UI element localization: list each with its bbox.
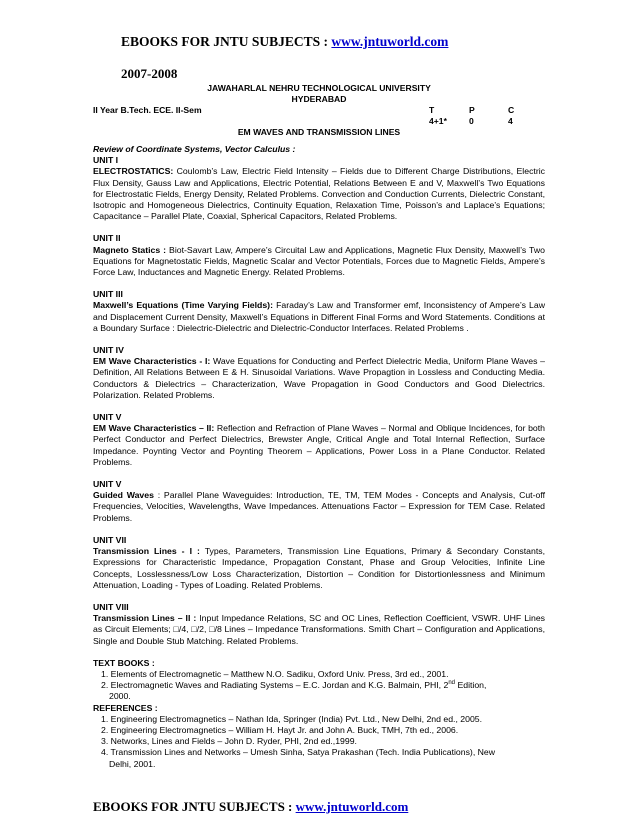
unit-text: Types, Parameters, Transmission Line Equations, Primary & Secondary Constants, Expressions for Characteristic Impedance, Propagation Constant, Phase and Group Velocities, Infinite Line Concepts, Losslessness/Low Loss Characterization, Distortion – Condition for Distortionlessness and Minimum Attenuation, Loading - Types of Loading. Related Problems.	[93, 546, 545, 590]
col-t-value: 4+1*	[429, 116, 447, 126]
top-header	[121, 34, 448, 50]
references-list	[93, 714, 545, 770]
header-text: EBOOKS FOR JNTU SUBJECTS :	[121, 34, 332, 49]
unit-content	[93, 490, 545, 524]
unit-heading: UNIT IV	[93, 345, 124, 356]
list-item: 2. Engineering Electromagnetics – William H. Hayt Jr. and John A. Buck, TMH, 7th ed., 2006.	[101, 724, 459, 735]
unit-section	[93, 535, 545, 591]
unit-content	[93, 546, 545, 591]
col-p-label: P	[469, 105, 475, 115]
unit-title: Guided Waves	[93, 490, 154, 501]
unit-heading: UNIT II	[93, 233, 121, 244]
academic-year: 2007-2008	[121, 66, 178, 81]
unit-heading: UNIT VII	[93, 534, 127, 545]
unit-text: Coulomb’s Law, Electric Field Intensity – Fields due to Different Charge Distributions, Electric Flux Density, Gauss Law and Applications, Electric Potential, Relations Between E and V, Maxwell’s Two Equations for Electrostatic Fields, Energy Density, Related Problems. Convection and Conduction Currents, Dielectric Constant, Isotropic and Homogeneous Dielectrics, Continuity Equation, Relaxation Time, Poisson’s and Laplace’s Equations; Capacitance – Parallel Plate, Coaxial, Spherical Capacitors, Related Problems.	[93, 166, 545, 222]
unit-text: : Parallel Plane Waveguides: Introduction, TE, TM, TEM Modes - Concepts and Analysis, Cut-off Frequencies, Velocities, Wavelengths, Wave Impedances. Attenuations Factor – Expression for TEM Case. Related Problems.	[93, 490, 545, 523]
unit-text: Reflection and Refraction of Plane Waves – Normal and Oblique Incidences, for both Perfect Conductor and Perfect Dielectrics, Brewster Angle, Critical Angle and Total Internal Reflection, Surface Impedance. Poynting Vector and Poynting Theorem – Applications, Power Loss in a Plane Conductor. Related Problems.	[93, 423, 545, 467]
program-label: II Year B.Tech. ECE. II-Sem	[93, 105, 202, 115]
list-item-text: Edition,	[455, 680, 487, 691]
list-item-text: 2. Electromagnetic Waves and Radiating Systems – E.C. Jordan and K.G. Balmain, PHI, 2	[101, 680, 449, 691]
subject-title: EM WAVES AND TRANSMISSION LINES	[237, 127, 401, 137]
unit-title: EM Wave Characteristics - I:	[93, 356, 211, 367]
superscript: nd	[448, 680, 456, 687]
unit-title: Maxwell’s Equations (Time Varying Fields):	[93, 300, 273, 311]
unit-section	[93, 233, 545, 278]
unit-text: Faraday’s Law and Transformer emf, Inconsistency of Ampere’s Law and Displacement Current Density, Maxwell’s Equations in Different Final Forms and Word Statements. Conditions at a Boundary Surface : Dielectric-Dielectric and Dielectric-Conductor Interfaces. Related Problems .	[93, 300, 545, 333]
unit-section	[93, 412, 545, 468]
unit-section	[93, 602, 545, 647]
unit-heading: UNIT III	[93, 289, 123, 300]
textbooks-heading: TEXT BOOKS :	[93, 657, 155, 668]
unit-heading: UNIT V	[93, 412, 122, 423]
unit-section	[93, 289, 545, 334]
units-container	[93, 155, 545, 658]
list-item: 3. Networks, Lines and Fields – John D. Ryder, PHI, 2nd ed.,1999.	[101, 736, 357, 747]
list-item: 1. Elements of Electromagnetic – Matthew N.O. Sadiku, Oxford Univ. Press, 3rd ed., 2001.	[101, 668, 449, 679]
unit-content	[93, 356, 545, 401]
header-link[interactable]: www.jntuworld.com	[331, 34, 449, 49]
unit-section	[93, 345, 545, 401]
textbooks-list	[93, 669, 545, 703]
unit-title: Transmission Lines - I :	[93, 546, 200, 557]
footer-link[interactable]: www.jntuworld.com	[295, 799, 409, 814]
unit-title: Transmission Lines – II :	[93, 613, 197, 624]
list-item: 2000.	[109, 691, 131, 702]
unit-title: EM Wave Characteristics – II:	[93, 423, 215, 434]
unit-text: Biot-Savart Law, Ampere’s Circuital Law and Applications, Magnetic Flux Density, Maxwell’s Two Equations for Magnetostatic Fields, Magnetic Scalar and Vector Potentials, Forces due to Magnetic Fields, Ampere’s Force Law, Inductances and Magnetic Energy. Related Problems.	[93, 244, 545, 278]
list-item	[93, 680, 545, 691]
bottom-footer	[93, 799, 408, 815]
unit-text: Wave Equations for Conducting and Perfect Dielectric Media, Uniform Plane Waves – Definition, All Relations Between E & H. Sinusoidal Variations. Wave Propagtion in Lossless and Conducting Media. Conductors & Dielectrics – Characterization, Wave Propagation in Good Conductors and Good Dielectrics. Polarization. Related Problems.	[93, 356, 545, 400]
unit-content	[93, 423, 545, 468]
unit-content	[93, 166, 545, 222]
list-item: Delhi, 2001.	[109, 758, 156, 769]
unit-heading: UNIT V	[93, 479, 122, 490]
unit-heading: UNIT VIII	[93, 601, 129, 612]
references-heading: REFERENCES :	[93, 702, 158, 713]
unit-title: Magneto Statics :	[93, 244, 167, 255]
unit-content	[93, 300, 545, 334]
unit-heading: UNIT I	[93, 155, 119, 166]
list-item: 4. Transmission Lines and Networks – Umesh Sinha, Satya Prakashan (Tech. India Publications), New	[101, 747, 496, 758]
review-heading: Review of Coordinate Systems, Vector Calculus :	[93, 144, 296, 154]
list-item: 1. Engineering Electromagnetics – Nathan Ida, Springer (India) Pvt. Ltd., New Delhi, 2nd ed., 2005.	[101, 713, 483, 724]
syllabus-body	[93, 144, 545, 770]
unit-section	[93, 479, 545, 524]
col-c-label: C	[508, 105, 515, 115]
col-t-label: T	[429, 105, 435, 115]
unit-title: ELECTROSTATICS:	[93, 166, 174, 177]
unit-content	[93, 245, 545, 279]
col-p-value: 0	[469, 116, 474, 126]
unit-section	[93, 155, 545, 222]
col-c-value: 4	[508, 116, 513, 126]
unit-text: Input Impedance Relations, SC and OC Lines, Reflection Coefficient, VSWR. UHF Lines as Circuit Elements; □/4, □/2, □/8 Lines – Impedance Transformations. Smith Chart – Configuration and Applications, Single and Double Stub Matching. Related Problems.	[93, 613, 545, 646]
footer-text: EBOOKS FOR JNTU SUBJECTS :	[93, 799, 296, 814]
university-city: HYDERABAD	[291, 94, 347, 104]
university-name: JAWAHARLAL NEHRU TECHNOLOGICAL UNIVERSITY	[207, 83, 431, 93]
unit-content	[93, 613, 545, 647]
